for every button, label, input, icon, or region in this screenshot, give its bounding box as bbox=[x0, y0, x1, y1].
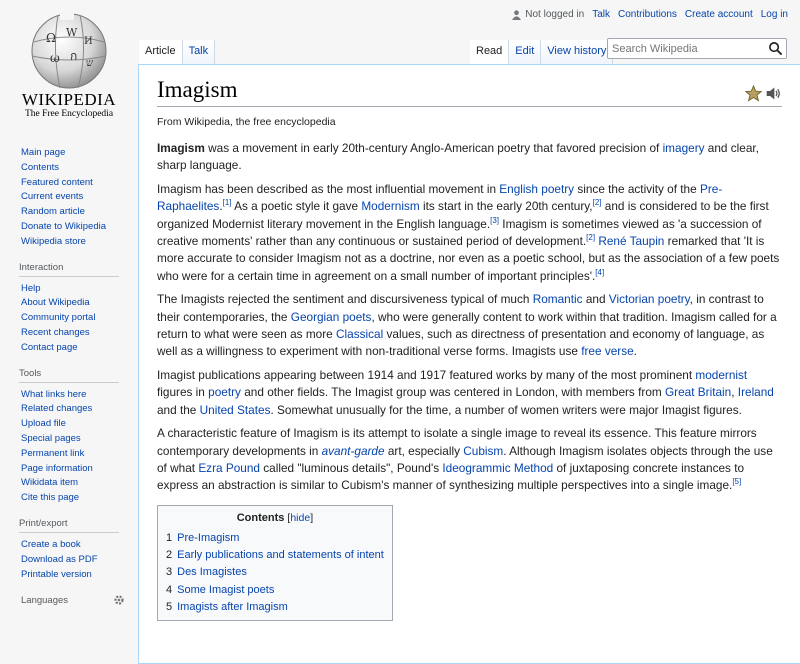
sidebar-item-permanent-link[interactable]: Permanent link bbox=[21, 447, 85, 459]
paragraph-1 bbox=[157, 140, 782, 175]
link-victorian-poetry[interactable]: Victorian poetry bbox=[608, 292, 690, 307]
wikipedia-logo[interactable] bbox=[0, 0, 138, 125]
text: Imagism is sometimes viewed as 'a succession of creative moments' rather than any continuous or sustained period of development. bbox=[157, 216, 762, 249]
talk-link[interactable]: Talk bbox=[592, 9, 610, 20]
reference-5[interactable]: [5] bbox=[732, 477, 742, 487]
print-heading: Print/export bbox=[19, 518, 119, 533]
sidebar-interaction bbox=[21, 262, 138, 356]
article-body bbox=[157, 140, 782, 495]
link-great-britain[interactable]: Great Britain bbox=[665, 385, 732, 400]
sidebar-languages bbox=[21, 594, 138, 606]
logo-tagline: The Free Encyclopedia bbox=[24, 109, 114, 119]
text: As a poetic style it gave bbox=[231, 199, 362, 214]
link-ezra-pound[interactable]: Ezra Pound bbox=[198, 460, 260, 475]
paragraph-5 bbox=[157, 425, 782, 495]
text: called "luminous details", Pound's bbox=[259, 460, 443, 475]
link-poetry[interactable]: poetry bbox=[208, 385, 241, 400]
sidebar-item-store[interactable]: Wikipedia store bbox=[21, 235, 86, 247]
toc-item[interactable] bbox=[166, 564, 384, 581]
toc-item[interactable] bbox=[166, 530, 384, 547]
create-account-link[interactable]: Create account bbox=[684, 9, 753, 20]
search-input[interactable] bbox=[608, 40, 758, 59]
tab-talk[interactable]: Talk bbox=[183, 40, 216, 64]
toc-number: 2 bbox=[166, 549, 173, 562]
sidebar-item-page-information[interactable]: Page information bbox=[21, 462, 93, 474]
search-icon[interactable] bbox=[768, 41, 783, 56]
text: and clear, sharp language. bbox=[157, 141, 759, 173]
text: A characteristic feature of Imagism is its attempt to isolate a single image to reveal its essence. This feature mirrors contemporary developments in bbox=[157, 426, 757, 458]
toc-item[interactable] bbox=[166, 547, 384, 564]
text: of juxtaposing concrete instances to express an abstraction is similar to Cubism's manner of synthesizing multiple perspectives into a single image. bbox=[157, 460, 745, 493]
text: and the bbox=[157, 402, 200, 417]
link-free-verse[interactable]: free verse bbox=[581, 344, 634, 359]
text: Imagist publications appearing between 1914 and 1917 featured works by many of the most prominent bbox=[157, 367, 696, 382]
text: was a movement in early 20th-century Anglo-American poetry that favored precision of bbox=[204, 141, 663, 155]
link-rene-taupin[interactable]: René Taupin bbox=[598, 234, 665, 249]
link-cubism[interactable]: Cubism bbox=[463, 443, 504, 458]
sidebar-item-what-links-here[interactable]: What links here bbox=[21, 388, 87, 400]
toc-link[interactable]: Pre-Imagism bbox=[177, 531, 240, 544]
text: , bbox=[731, 385, 738, 400]
toc-title: Contents bbox=[236, 511, 285, 524]
contributions-link[interactable]: Contributions bbox=[618, 9, 677, 20]
sidebar-item-printable-version[interactable]: Printable version bbox=[21, 568, 92, 580]
link-classical[interactable]: Classical bbox=[336, 327, 384, 342]
text: and bbox=[582, 292, 609, 307]
toc-item[interactable] bbox=[166, 582, 384, 599]
text: The Imagists rejected the sentiment and discursiveness typical of much bbox=[157, 292, 533, 307]
page-indicators bbox=[745, 85, 782, 102]
text: , in contrast to their contemporaries, the bbox=[157, 292, 764, 324]
toc-hide-link[interactable]: hide bbox=[290, 511, 311, 524]
link-ireland[interactable]: Ireland bbox=[737, 385, 774, 400]
svg-text:Ω: Ω bbox=[46, 31, 56, 45]
link-english-poetry[interactable]: English poetry bbox=[499, 181, 575, 196]
toc-link[interactable]: Some Imagist poets bbox=[177, 583, 275, 596]
text: its start in the early 20th century, bbox=[419, 199, 593, 214]
text: and other fields. The Imagist group was centered in London, with members from bbox=[240, 385, 665, 400]
login-link[interactable]: Log in bbox=[760, 9, 788, 20]
text: . Somewhat unusually for the time, a number of women writers were major Imagist figures. bbox=[270, 402, 742, 417]
link-georgian-poets[interactable]: Georgian poets bbox=[290, 309, 372, 324]
namespace-tabs bbox=[139, 40, 215, 64]
not-logged-in bbox=[512, 9, 584, 20]
link-imagery[interactable]: imagery bbox=[662, 141, 705, 155]
sidebar-item-community-portal[interactable]: Community portal bbox=[21, 312, 96, 324]
view-tabs bbox=[470, 40, 613, 64]
svg-text:ש: ש bbox=[86, 58, 94, 69]
tools-heading: Tools bbox=[19, 368, 119, 383]
sidebar-item-special-pages[interactable]: Special pages bbox=[21, 432, 81, 444]
text: figures in bbox=[157, 385, 209, 400]
link-avant-garde[interactable]: avant-garde bbox=[321, 443, 385, 458]
sidebar-item-contents[interactable]: Contents bbox=[21, 161, 60, 173]
sidebar-item-related-changes[interactable]: Related changes bbox=[21, 403, 93, 415]
sidebar-item-help[interactable]: Help bbox=[21, 282, 41, 294]
svg-text:W: W bbox=[66, 26, 78, 39]
sidebar-item-contact[interactable]: Contact page bbox=[21, 341, 78, 353]
toc-header bbox=[166, 512, 384, 524]
text: . Although Imagism isolates objects through the use of what bbox=[157, 443, 773, 475]
text: art, especially bbox=[384, 443, 464, 458]
not-logged-in-label: Not logged in bbox=[525, 9, 585, 20]
link-modernist[interactable]: modernist bbox=[695, 367, 748, 382]
toc-link[interactable]: Early publications and statements of intent bbox=[177, 549, 384, 562]
text: values, such as directness of presentation and economy of language, as well as a willingness to experiment with non-traditional verse forms. Imagists use bbox=[157, 327, 765, 359]
link-romantic[interactable]: Romantic bbox=[532, 292, 583, 307]
link-united-states[interactable]: United States bbox=[199, 402, 271, 417]
site-subtitle: From Wikipedia, the free encyclopedia bbox=[157, 116, 336, 128]
reference-1[interactable]: [1] bbox=[222, 198, 232, 208]
puzzle-globe-icon bbox=[30, 12, 108, 90]
sidebar-item-about[interactable]: About Wikipedia bbox=[21, 297, 90, 309]
logo-wordmark: WIKIPEDIA bbox=[21, 90, 117, 109]
toc-number: 3 bbox=[166, 566, 173, 579]
lead-term: Imagism bbox=[157, 141, 205, 155]
reference-2b[interactable]: [2] bbox=[586, 233, 596, 243]
toc-item[interactable] bbox=[166, 599, 384, 616]
interaction-heading: Interaction bbox=[19, 262, 119, 277]
tab-edit[interactable]: Edit bbox=[509, 40, 541, 64]
paragraph-2: Imagism has been described as the most influential movement in English poetry since the activity of the Pre-Raphaelites.[1] As a poetic style it gave Modernism its start in the early 20th century,[2] and is considered to be the first organized Modernist literary movement in the English language.[3] Imagism is sometimes viewed as 'a succession of creative moments' rather than any continuous or sustained period of development.[2] René Taupin remarked that 'It is more accurate to consider Imagism not as a doctrine, nor even as a poetic school, but as the association of a few poets who were for a certain time in agreement on a small number of important principles'.[4] bbox=[157, 181, 780, 283]
sidebar-item-download-pdf[interactable]: Download as PDF bbox=[21, 553, 98, 565]
svg-text:ก: ก bbox=[70, 49, 78, 63]
spoken-audio-icon[interactable] bbox=[765, 85, 782, 102]
sidebar-item-donate[interactable]: Donate to Wikipedia bbox=[21, 220, 107, 232]
sidebar-print bbox=[21, 518, 138, 582]
reference-4[interactable]: [4] bbox=[595, 267, 605, 277]
personal-tools bbox=[512, 9, 788, 20]
search-box bbox=[607, 38, 787, 59]
toc-link[interactable]: Imagists after Imagism bbox=[177, 600, 288, 613]
text: and is considered to be the first organized Modernist literary movement in the English language. bbox=[157, 199, 769, 231]
toc-number: 4 bbox=[166, 583, 173, 596]
sidebar-item-cite[interactable]: Cite this page bbox=[21, 492, 80, 504]
sidebar-item-recent-changes[interactable]: Recent changes bbox=[21, 326, 90, 338]
sidebar-item-wikidata-item[interactable]: Wikidata item bbox=[21, 477, 79, 489]
link-modernism[interactable]: Modernism bbox=[361, 199, 420, 214]
text: Imagism has been described as the most influential movement in bbox=[157, 181, 500, 196]
toc-number: 5 bbox=[166, 600, 173, 613]
svg-text:И: И bbox=[84, 36, 93, 47]
tab-view-history[interactable]: View history bbox=[541, 40, 613, 64]
table-of-contents bbox=[157, 505, 393, 621]
tab-article[interactable]: Article bbox=[139, 40, 183, 64]
toc-link[interactable]: Des Imagistes bbox=[177, 566, 247, 579]
sidebar-item-create-book[interactable]: Create a book bbox=[21, 538, 81, 550]
tab-read[interactable]: Read bbox=[470, 40, 509, 64]
gear-icon[interactable] bbox=[113, 594, 125, 606]
sidebar-navigation bbox=[21, 146, 138, 250]
text: . bbox=[633, 344, 637, 359]
sidebar-item-random-article[interactable]: Random article bbox=[21, 206, 85, 218]
sidebar bbox=[0, 140, 138, 618]
sidebar-item-featured-content[interactable]: Featured content bbox=[21, 176, 93, 188]
svg-text:ω: ω bbox=[50, 51, 60, 65]
paragraph-3 bbox=[157, 291, 782, 361]
languages-heading: Languages bbox=[21, 594, 69, 606]
text: remarked that 'It is more accurate to consider Imagism not as a doctrine, nor even as a poetic school, but as the association of a few poets who were for a certain time in agreement on a small number of important principles'. bbox=[157, 234, 780, 283]
reference-3[interactable]: [3] bbox=[490, 215, 500, 225]
link-ideogrammic-method[interactable]: Ideogrammic Method bbox=[442, 460, 554, 475]
user-icon bbox=[512, 10, 521, 20]
sidebar-item-main-page[interactable]: Main page bbox=[21, 147, 66, 158]
toc-hide: [hide] bbox=[287, 511, 314, 524]
featured-star-icon[interactable] bbox=[745, 85, 762, 102]
page-title: Imagism bbox=[157, 77, 782, 107]
toc-number: 1 bbox=[166, 531, 173, 544]
text: since the activity of the bbox=[574, 181, 700, 196]
paragraph-4 bbox=[157, 367, 782, 419]
link-pre-raphaelites[interactable]: Pre-Raphaelites bbox=[157, 181, 723, 214]
sidebar-item-upload-file[interactable]: Upload file bbox=[21, 418, 66, 430]
sidebar-item-current-events[interactable]: Current events bbox=[21, 191, 84, 203]
content bbox=[138, 64, 800, 664]
reference-2[interactable]: [2] bbox=[592, 198, 602, 208]
text: , who were generally content to work within that tradition. Imagism called for a return to what were seen as more bbox=[157, 309, 777, 342]
sidebar-tools bbox=[21, 368, 138, 506]
